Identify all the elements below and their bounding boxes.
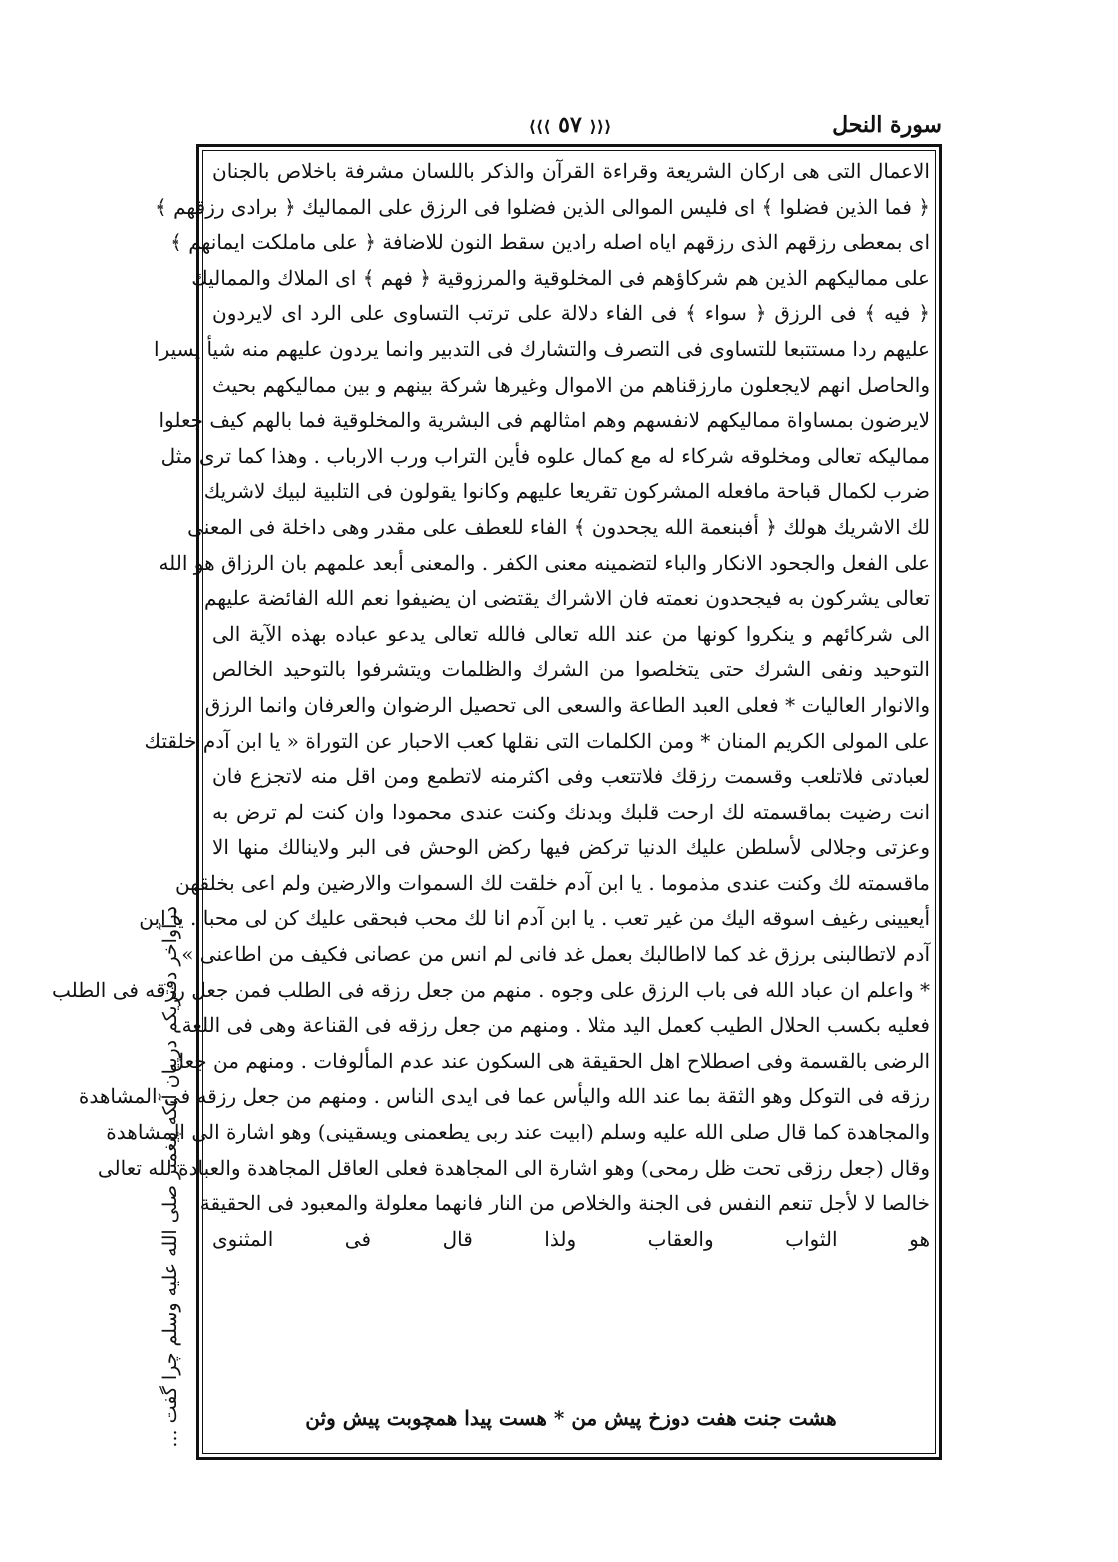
text-line: لايرضون بمساواة مماليكهم لانفسهم وهم امثالهم فى البشرية والمخلوقية فما بالهم كيف جعلوا (158, 408, 930, 433)
text-line: والانوار العاليات * فعلى العبد الطاعة والسعى الى تحصيل الرضوان والعرفان وانما الرزق (204, 692, 930, 717)
text-line: ﴿ فما الذين فضلوا ﴾ اى فليس الموالى الذين فضلوا فى الرزق على المماليك ﴿ برادى رزقهم ﴾ (155, 194, 930, 219)
text-line: عليهم ردا مستتبعا للتساوى فى التصرف والتشارك فى التدبير وانما يردون عليهم منه شيأ يسيرا (154, 336, 930, 361)
page-header (200, 112, 942, 148)
text-line: آدم لاتطالبنى برزق غد كما لااطالبك بعمل غد فانى لم انس من عصانى فكيف من اطاعنى » (181, 942, 930, 967)
masnavi-verse: هشت جنت هفت دوزخ پيش من * هست پيدا همچوبت پيش وثن (305, 1406, 837, 1430)
text-line: على الفعل والجحود الانكار والباء لتضمينه معنى الكفر . والمعنى أبعد علمهم بان الرزاق هو الله (158, 550, 930, 575)
text-line: فعليه بكسب الحلال الطيب كعمل اليد مثلا . ومنهم من جعل رزقه فى القناعة وهى فى اللغة (181, 1013, 930, 1038)
text-line: تعالى يشركون به فيجحدون نعمته فان الاشراك يقتضى ان يضيفوا نعم الله الفائضة عليهم (204, 586, 930, 611)
text-line: لك الاشريك هولك ﴿ أفبنعمة الله يجحدون ﴾ الفاء للعطف على مقدر وهى داخلة فى المعنى (187, 514, 930, 539)
text-line: وعزتى وجلالى لأسلطن عليك الدنيا تركض فيها ركض الوحش فى البر ولاينالك منها الا (212, 835, 930, 860)
text-line: رزقه فى التوكل وهو الثقة بما عند الله واليأس عما فى ايدى الناس . ومنهم من جعل رزقه فى المشاهدة (78, 1084, 930, 1109)
page-number-value: ٥٧ (558, 112, 582, 138)
text-line: لعبادتى فلاتلعب وقسمت رزقك فلاتتعب وفى اكثرمنه لاتطمع ومن اقل منه لاتجزع فان (212, 764, 930, 789)
text-line: مماليكه تعالى ومخلوقه شركاء له مع كمال علوه فأين التراب ورب الارباب . وهذا كما ترى مثل (160, 443, 930, 468)
text-line: أيعيينى رغيف اسوقه اليك من غير تعب . يا ابن آدم انا لك محب فبحقى عليك كن لى محبا . يا ابن (139, 906, 930, 931)
page-number (510, 112, 630, 138)
text-line: الرضى بالقسمة وفى اصطلاح اهل الحقيقة هى السكون عند عدم المألوفات . ومنهم من جعل (169, 1048, 930, 1073)
margin-note-text: درآواخر دفتريكم درپيان آنكه پيغمبر صلى الله عليه وسلم چرا گفت ... (159, 906, 181, 1448)
text-line: الاعمال التى هى اركان الشريعة وقراءة القرآن والذكر باللسان مشرفة باخلاص بالجنان (212, 159, 930, 183)
text-line: والمجاهدة كما قال صلى الله عليه وسلم (ابيت عند ربى يطعمنى ويسقينى) وهو اشارة الى المشاهدة (106, 1120, 930, 1145)
text-line: اى بمعطى رزقهم الذى رزقهم اياه اصله رادين سقط النون للاضافة ﴿ على ماملكت ايمانهم ﴾ (170, 230, 930, 255)
text-line: * واعلم ان عباد الله فى باب الرزق على وجوه . منهم من جعل رزقه فى الطلب فمن جعل رزقه فى الطلب (52, 977, 930, 1002)
text-line: هو الثواب والعقاب ولذا قال فى المثنوى (212, 1226, 930, 1251)
text-line: ﴿ فيه ﴾ فى الرزق ﴿ سواء ﴾ فى الفاء دلالة على ترتب التساوى على الرد اى لايردون (212, 301, 930, 326)
left-ornament-icon: ⟨⟨⟨ (528, 117, 551, 136)
text-line: على المولى الكريم المنان * ومن الكلمات التى نقلها كعب الاحبار عن التوراة « يا ابن آدم خلقتك (144, 728, 930, 753)
text-line: الى شركائهم و ينكروا كونها من عند الله تعالى فالله تعالى يدعو عباده بهذه الآية الى (212, 621, 930, 646)
text-line: والحاصل انهم لايجعلون مارزقناهم من الاموال وغيرها شركة بينهم و بين مماليكهم بحيث (212, 372, 930, 397)
text-line: ضرب لكمال قباحة مافعله المشركون تقريعا عليهم وكانوا يقولون فى التلبية لبيك لاشريك (203, 479, 930, 504)
text-line: وقال (جعل رزقى تحت ظل رمحى) وهو اشارة الى المجاهدة فعلى العاقل المجاهدة والعبادة لله تعالى (97, 1155, 930, 1180)
text-line: التوحيد ونفى الشرك حتى يتخلصوا من الشرك والظلمات ويتشرفوا بالتوحيد الخالص (212, 657, 930, 682)
right-ornament-icon: ⟩⟩⟩ (589, 117, 612, 136)
text-line: انت رضيت بماقسمته لك ارحت قلبك وبدنك وكنت عندى محمودا وان كنت لم ترض به (212, 799, 930, 824)
text-line: خالصا لا لأجل تنعم النفس فى الجنة والخلاص من النار فانهما معلولة والمعبود فى الحقيقة (199, 1191, 930, 1216)
text-line: ماقسمته لك وكنت عندى مذموما . يا ابن آدم خلقت لك السموات والارضين ولم اعى بخلقهن (175, 870, 930, 895)
text-line: على مماليكهم الذين هم شركاؤهم فى المخلوقية والمرزوقية ﴿ فهم ﴾ اى الملاك والمماليك (191, 265, 930, 290)
margin-note (150, 906, 190, 1446)
surah-title: سورة النحل (832, 112, 942, 138)
